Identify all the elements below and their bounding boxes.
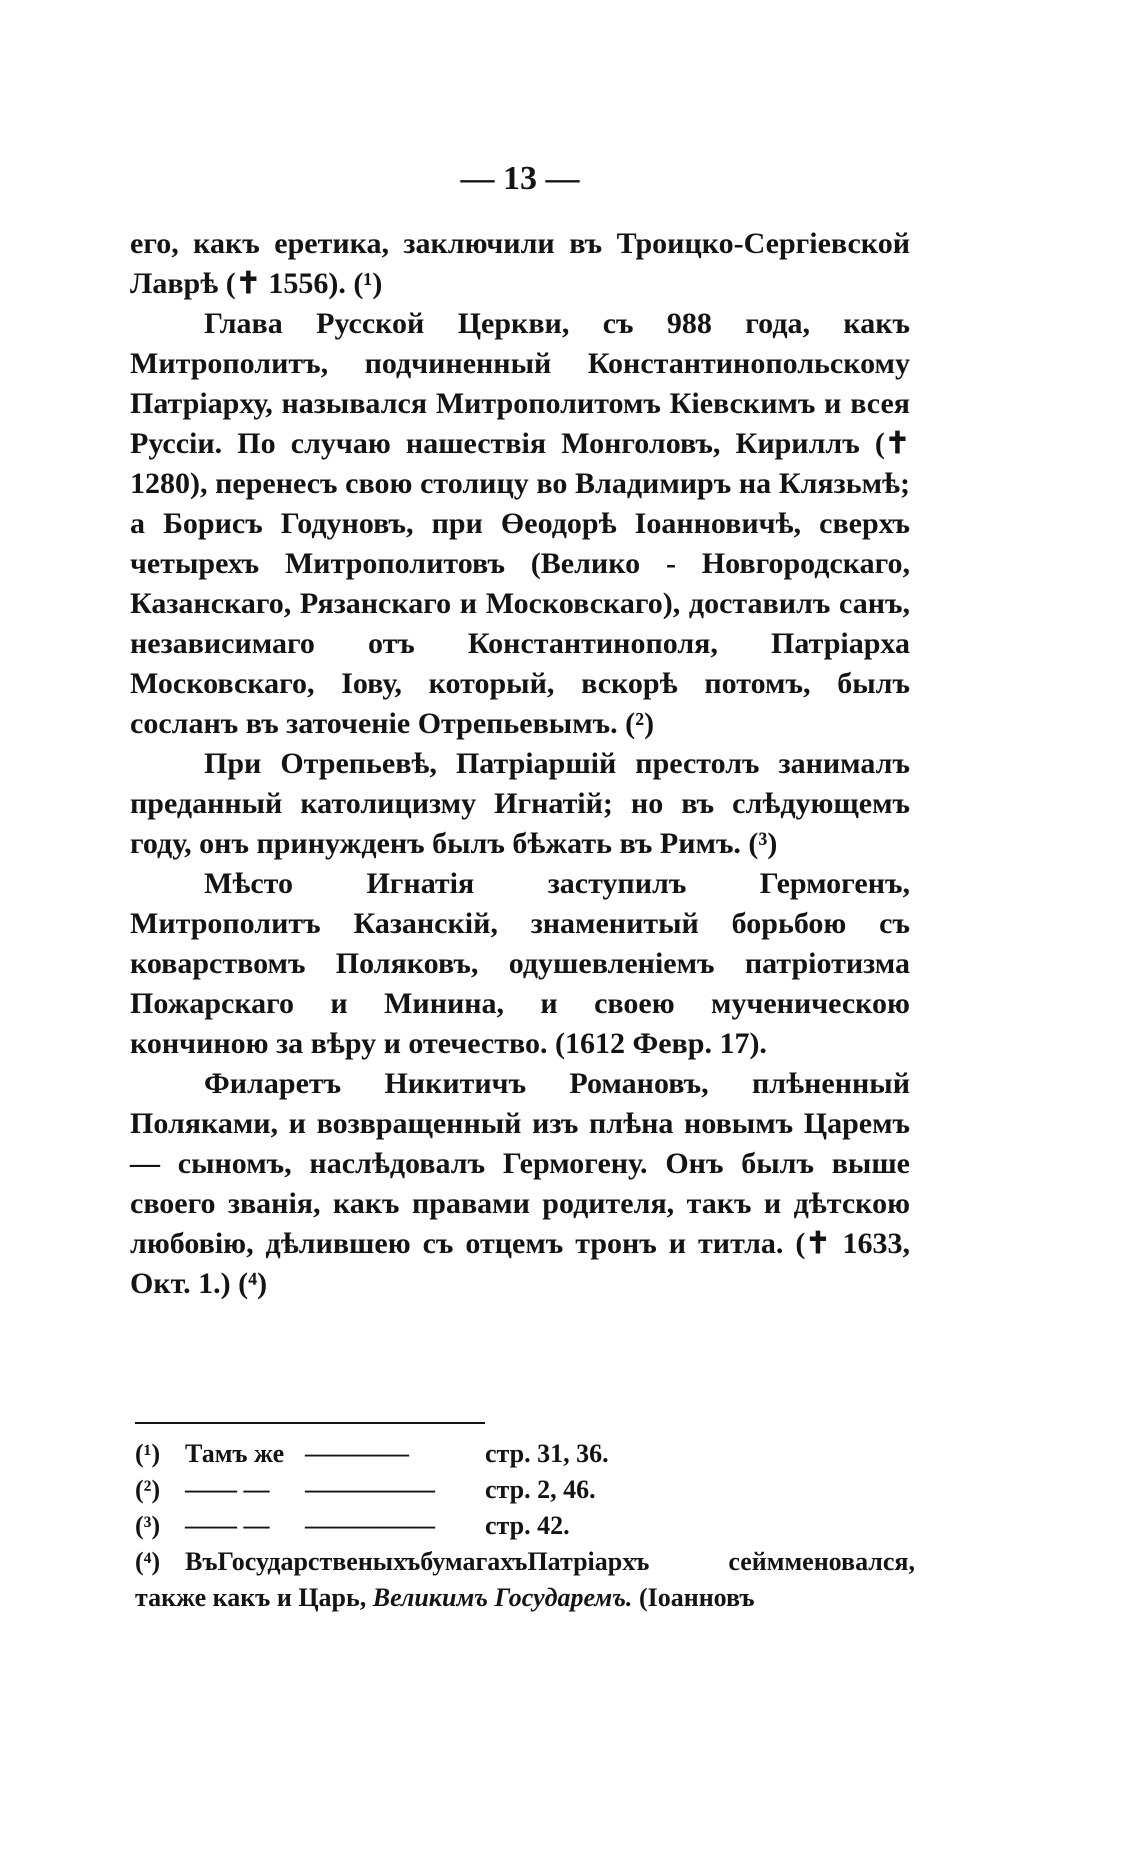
paragraph: Глава Русской Церкви, съ 988 года, какъ Митрополитъ, подчиненный Константинопольскому Патрiарху, назывался Митрополитомъ Кiевскимъ и всея Руссiи. По случаю нашествiя Монголовъ, Кириллъ (✝ 1280), перенесъ свою столицу во Владимиръ на Клязьмѣ; а Борисъ Годуновъ, при Өеодорѣ Iоанновичѣ, сверхъ четырехъ Митрополитовъ (Велико - Новгородскаго, Казанскаго, Рязанскаго и Московскаго), доставилъ санъ, независимаго отъ Константинополя, Патрiарха Московскаго, Iову, который, вскорѣ потомъ, былъ сосланъ въ заточенiе Отрепьевымъ. (²): [130, 307, 910, 740]
paragraph: Филаретъ Никитичъ Романовъ, плѣненный Поляками, и возвращенный изъ плѣна новымъ Царемъ — сыномъ, наслѣдовалъ Гермогену. Онъ былъ выше своего званiя, какъ правами родителя, такъ и дѣтскою любовiю, дѣлившею съ отцемъ тронъ и титла. (✝ 1633, Окт. 1.) (⁴): [130, 1067, 910, 1300]
footnote-text-end: (Iоанновъ: [632, 1583, 755, 1612]
footnote-italic-text: Великимъ Государемъ.: [372, 1583, 633, 1612]
paragraph: Мѣсто Игнатiя заступилъ Гермогенъ, Митрополитъ Казанскiй, знаменитый борьбою съ коварствомъ Поляковъ, одушевленiемъ патрiотизма Пожарскаго и Минина, и своею мученическою кончиною за вѣру и отечество. (1612 Февр. 17).: [130, 867, 910, 1060]
footnote-long: [135, 1544, 915, 1616]
footnote-mark: (¹): [135, 1439, 161, 1468]
footnote-dash: ————: [305, 1439, 409, 1468]
paragraph-continuation: его, какъ еретика, заключили въ Троицко-Сергiевской Лаврѣ (✝ 1556). (¹): [130, 227, 910, 300]
footnote: [135, 1508, 915, 1544]
main-text: [130, 224, 910, 1304]
footnote-ref: стр. 2, 46.: [485, 1475, 596, 1504]
footnote: [135, 1472, 915, 1508]
footnote-text: ВъГосударственыхъбумагахъПатрiархъ сеймменовался, также какъ и Царь,: [135, 1547, 915, 1612]
footnote-mark: (²): [135, 1475, 161, 1504]
footnote-dash: —————: [305, 1475, 435, 1504]
footnote-source: —— —: [185, 1511, 270, 1540]
footnotes: [135, 1436, 915, 1616]
footnote-ref: стр. 31, 36.: [485, 1439, 609, 1468]
page-number: — 13 —: [460, 160, 580, 197]
footnote-ref: стр. 42.: [485, 1511, 570, 1540]
paragraph: При Отрепьевѣ, Патрiаршiй престолъ занималъ преданный католицизму Игнатiй; но въ слѣдующемъ году, онъ принужденъ былъ бѣжать въ Римъ. (³): [130, 747, 910, 860]
footnote-source: Тамъ же: [185, 1439, 285, 1468]
footnote: [135, 1436, 915, 1472]
footnote-rule: [135, 1422, 485, 1424]
footnote-dash: —————: [305, 1511, 435, 1540]
footnote-mark: (⁴): [135, 1547, 161, 1576]
footnote-mark: (³): [135, 1511, 161, 1540]
footnote-source: —— —: [185, 1475, 270, 1504]
